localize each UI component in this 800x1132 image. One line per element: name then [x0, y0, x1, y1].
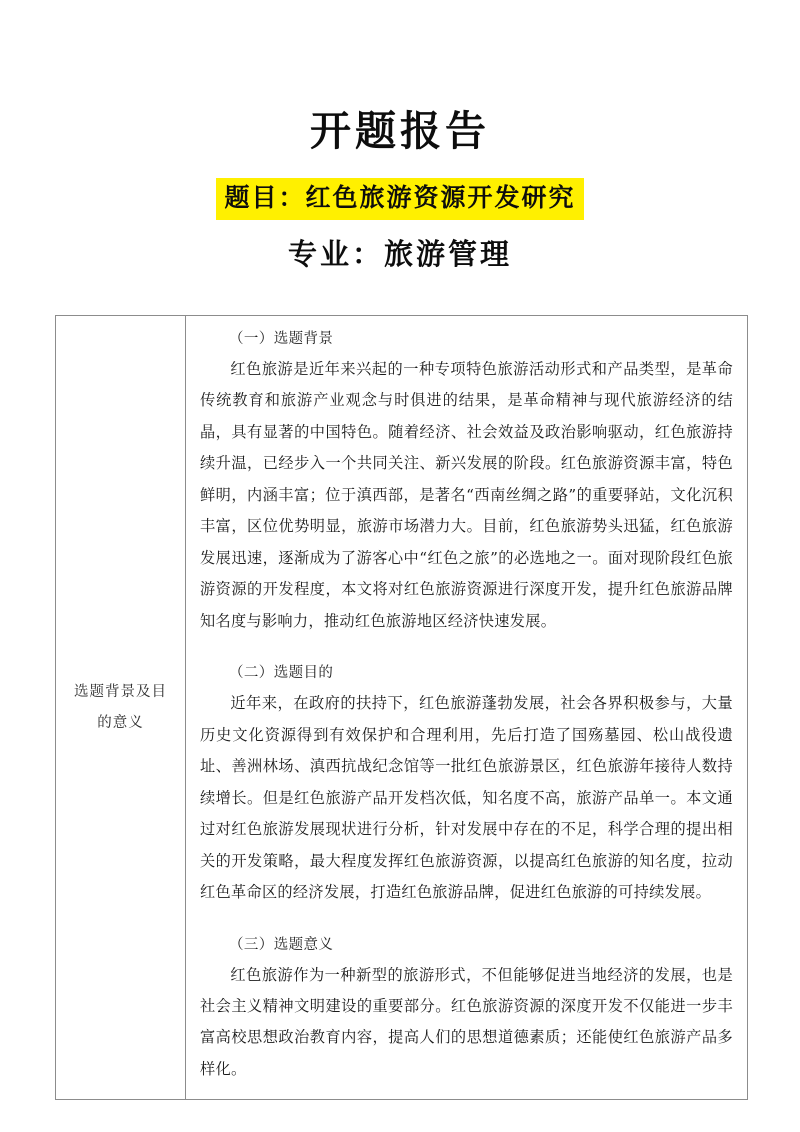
- section-paragraph: 红色旅游作为一种新型的旅游形式，不但能够促进当地经济的发展，也是社会主义精神文明建设的重要部分。红色旅游资源的深度开发不仅能进一步丰富高校思想政治教育内容，提高人们的思想道德素质；还能使红色旅游产品多样化。: [200, 965, 733, 1078]
- section-heading: （二）选题目的: [229, 665, 334, 682]
- section-purpose: [200, 658, 733, 908]
- section-paragraph: 红色旅游是近年来兴起的一种专项特色旅游活动形式和产品类型，是革命传统教育和旅游产业观念与时俱进的结果，是革命精神与现代旅游经济的结晶，具有显著的中国特色。随着经济、社会效益及政治影响驱动，红色旅游持续升温，已经步入一个共同关注、新兴发展的阶段。红色旅游资源丰富，特色鲜明，内涵丰富；位于滇西部，是著名“西南丝绸之路”的重要驿站，文化沉积丰富，区位优势明显，旅游市场潜力大。目前，红色旅游势头迅猛，红色旅游发展迅速，逐渐成为了游客心中“红色之旅”的必选地之一。面对现阶段红色旅游资源的开发程度，本文将对红色旅游资源进行深度开发，提升红色旅游品牌知名度与影响力，推动红色旅游地区经济快速发展。: [200, 360, 733, 630]
- row-label-cell: [56, 316, 186, 1100]
- page-title: 开题报告: [310, 107, 490, 155]
- section-heading: （一）选题背景: [229, 331, 334, 347]
- thesis-subject-highlight: 题目：红色旅游资源开发研究: [216, 178, 583, 220]
- section-significance: [200, 930, 733, 1086]
- subject-line-container: [0, 154, 800, 220]
- table-body: [56, 316, 748, 1100]
- section-paragraph: 近年来，在政府的扶持下，红色旅游蓬勃发展，社会各界积极参与，大量历史文化资源得到有效保护和合理利用，先后打造了国殇墓园、松山战役遗址、善洲林场、滇西抗战纪念馆等一批红色旅游景区，红色旅游年接待人数持续增长。但是红色旅游产品开发档次低，知名度不高，旅游产品单一。本文通过对红色旅游发展现状进行分析，针对发展中存在的不足，科学合理的提出相关的开发策略，最大程度发挥红色旅游资源，以提高红色旅游的知名度，拉动红色革命区的经济发展，打造红色旅游品牌，促进红色旅游的可持续发展。: [200, 694, 733, 902]
- row-label-line-1: 选题背景及目: [74, 684, 167, 701]
- row-label-line-2: 的意义: [97, 714, 144, 731]
- major-line: 专业：旅游管理: [287, 236, 512, 271]
- section-background: [200, 324, 733, 637]
- table-row: [56, 316, 748, 1100]
- row-body-cell: [186, 316, 748, 1100]
- section-heading: （三）选题意义: [229, 936, 334, 953]
- content-table: [55, 315, 748, 1100]
